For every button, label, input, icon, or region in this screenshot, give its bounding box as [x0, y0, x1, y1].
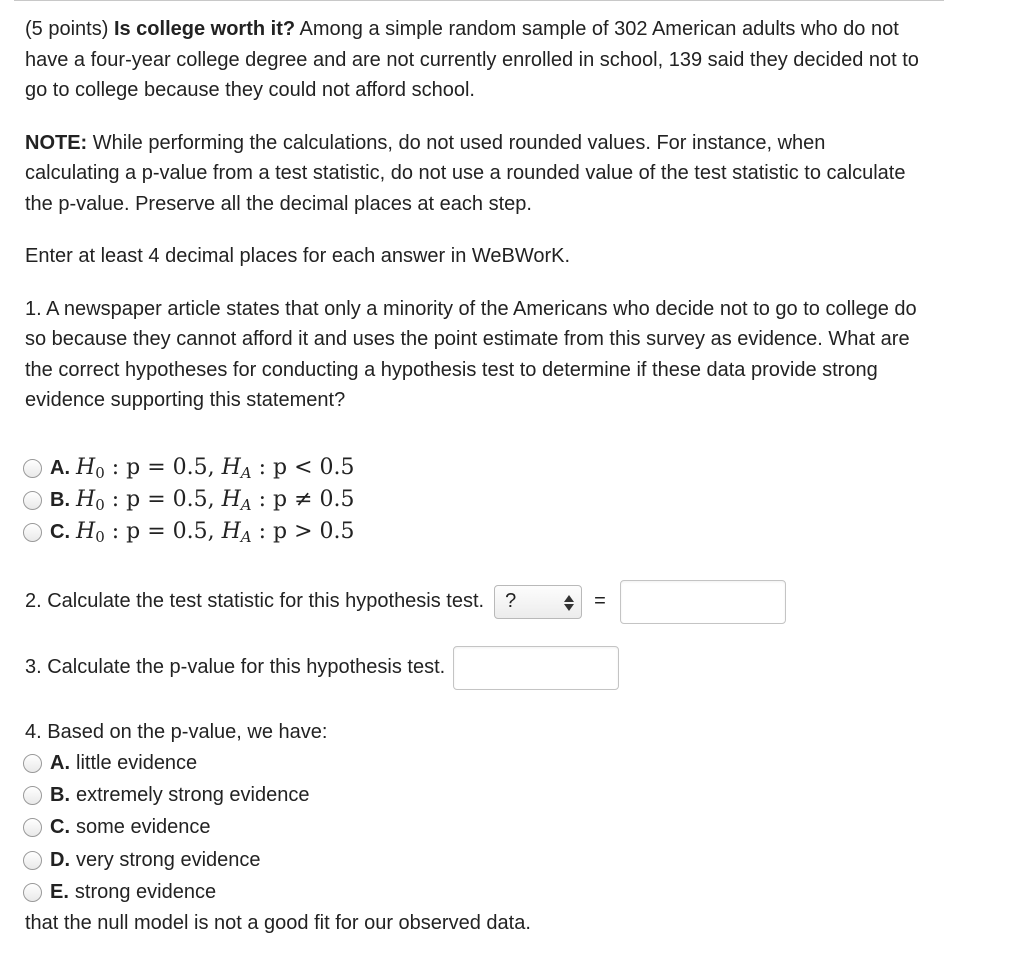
option-label: D. [50, 848, 70, 871]
updown-arrows-icon [563, 592, 575, 614]
radio-button[interactable] [23, 523, 42, 542]
q4-option-e[interactable] [25, 876, 925, 908]
option-label: A. [50, 457, 70, 479]
q1-option-c[interactable] [25, 517, 925, 549]
option-text: extremely strong evidence [76, 783, 310, 806]
test-statistic-select[interactable] [494, 585, 582, 619]
radio-button[interactable] [23, 786, 42, 805]
option-text: little evidence [76, 751, 198, 774]
q1-option-a[interactable] [25, 453, 925, 485]
q1-options [25, 453, 925, 549]
hypotheses-expression: $H_0$ : p = 0.5, $H_A$ : p > 0.5 [76, 519, 355, 546]
q4-closing: that the null model is not a good fit for our observed data. [25, 912, 531, 935]
radio-button[interactable] [23, 818, 42, 837]
q4-option-b[interactable] [25, 779, 925, 811]
equals-sign: = [594, 590, 606, 612]
intro-text: Among a simple random sample of 302 American adults who do not have a four-year college degree and are not currently enrolled in school, 139 said they decided not to go to college because they could not afford school. [25, 18, 919, 101]
q4-block [25, 717, 925, 939]
note-paragraph [25, 128, 925, 220]
option-label: B. [50, 489, 70, 511]
option-label: E. [50, 880, 69, 903]
q1-option-b[interactable] [25, 485, 925, 517]
problem-intro [25, 14, 925, 106]
q2-row [25, 579, 925, 625]
hypotheses-expression: $H_0$ : p = 0.5, $H_A$ : p < 0.5 [76, 455, 355, 482]
test-statistic-input[interactable] [620, 580, 786, 624]
radio-button[interactable] [23, 491, 42, 510]
radio-button[interactable] [23, 754, 42, 773]
problem-title: Is college worth it? [113, 18, 296, 40]
option-text: very strong evidence [76, 848, 261, 871]
q3-row [25, 645, 925, 691]
q2-prompt: 2. Calculate the test statistic for this hypothesis test. [25, 590, 485, 612]
q4-option-d[interactable] [25, 844, 925, 876]
option-label: A. [50, 751, 70, 774]
q1-prompt: 1. A newspaper article states that only a minority of the Americans who decide not to go to college do so because they cannot afford it and uses the point estimate from this survey as evidence. What are the correct hypotheses for conducting a hypothesis test to determine if these data provide strong evidence supporting this statement? [25, 297, 917, 411]
problem-content [25, 14, 925, 939]
points-label: (5 points) [25, 18, 109, 40]
radio-button[interactable] [23, 851, 42, 870]
radio-button[interactable] [23, 883, 42, 902]
select-value: ? [505, 590, 517, 612]
q4-option-a[interactable] [25, 747, 925, 779]
option-label: C. [50, 521, 70, 543]
option-text: strong evidence [74, 880, 217, 903]
note-label: NOTE: [25, 131, 88, 154]
option-label: B. [50, 783, 70, 806]
hypotheses-expression: $H_0$ : p = 0.5, $H_A$ : p ≠ 0.5 [76, 487, 355, 514]
radio-button[interactable] [23, 459, 42, 478]
q3-prompt: 3. Calculate the p-value for this hypothesis test. [25, 656, 446, 678]
p-value-input[interactable] [453, 646, 619, 690]
top-divider [14, 0, 944, 1]
note-text: While performing the calculations, do not used rounded values. For instance, when calculating a p-value from a test statistic, do not use a rounded value of the test statistic to calculate the p-value. Preserve all the decimal places at each step. [25, 131, 906, 215]
q4-prompt: 4. Based on the p-value, we have: [25, 720, 328, 743]
option-label: C. [50, 816, 70, 839]
option-text: some evidence [76, 816, 211, 839]
decimal-instruction: Enter at least 4 decimal places for each answer in WeBWorK. [25, 245, 571, 267]
q4-option-c[interactable] [25, 812, 925, 844]
